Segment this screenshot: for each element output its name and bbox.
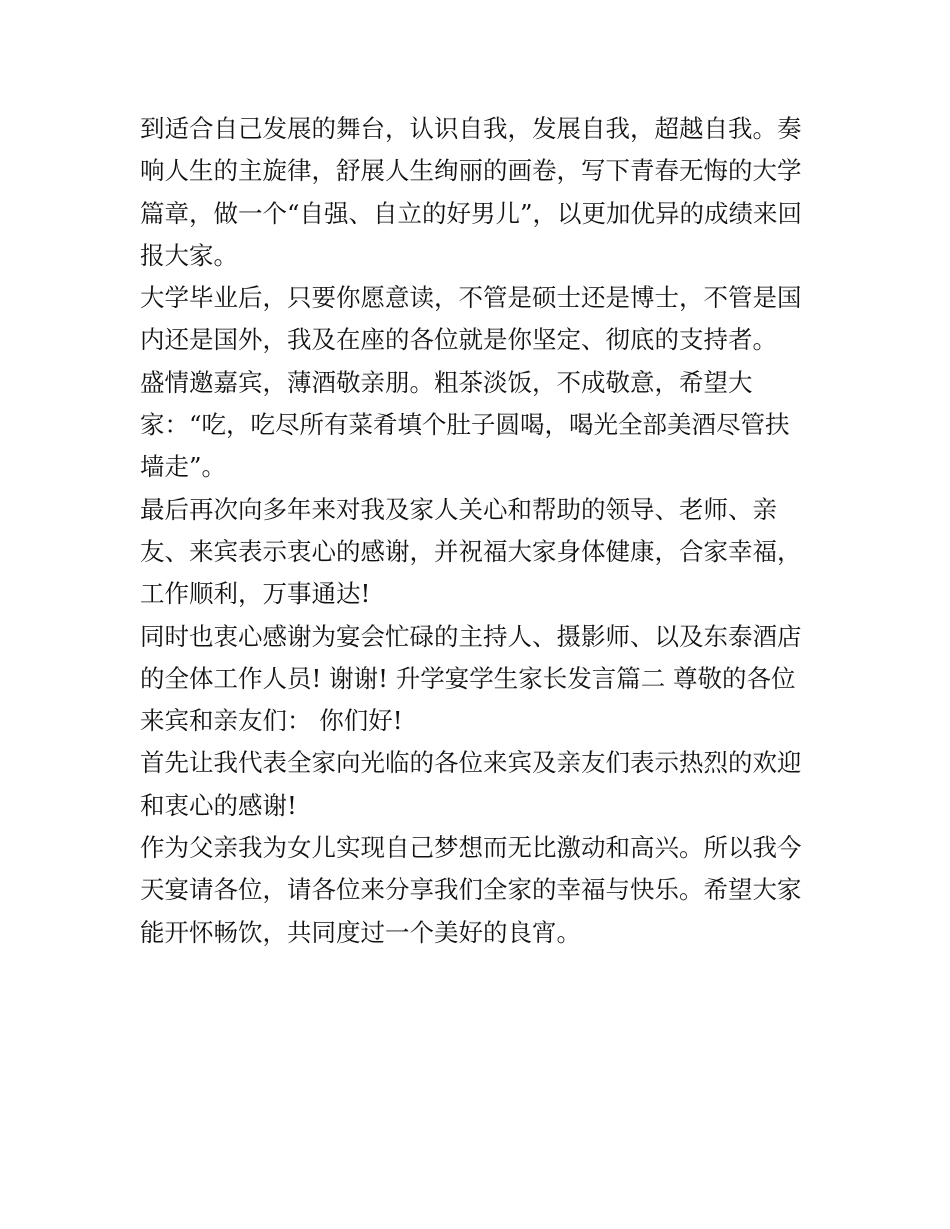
text-line: 大学毕业后，只要你愿意读，不管是硕士还是博士，不管是国: [140, 283, 802, 313]
text-line: 来宾和亲友们： 你们好!: [140, 706, 403, 736]
text-line: 能开怀畅饮，共同度过一个美好的良宵。: [140, 917, 581, 947]
text-line: 盛情邀嘉宾，薄酒敬亲朋。粗茶淡饭，不成敬意，希望大: [140, 367, 753, 397]
text-line: 响人生的主旋律，舒展人生绚丽的画卷，写下青春无悔的大学: [140, 156, 802, 186]
text-line: 天宴请各位，请各位来分享我们全家的幸福与快乐。希望大家: [140, 875, 802, 905]
document-body: [140, 108, 820, 954]
text-line: 内还是国外，我及在座的各位就是你坚定、彻底的支持者。: [140, 325, 777, 355]
text-line: 同时也衷心感谢为宴会忙碌的主持人、摄影师、以及东泰酒店: [140, 621, 802, 651]
text-line: 首先让我代表全家向光临的各位来宾及亲友们表示热烈的欢迎: [140, 748, 802, 778]
text-line: 和衷心的感谢!: [140, 790, 297, 820]
text-line: 报大家。: [140, 240, 238, 270]
text-line: 工作顺利，万事通达!: [140, 579, 371, 609]
text-line: 篇章，做一个“自强、自立的好男儿”，以更加优异的成绩来回: [140, 198, 803, 228]
text-line: 到适合自己发展的舞台，认识自我，发展自我，超越自我。奏: [140, 114, 802, 143]
text-line: 家：“吃，吃尽所有菜肴填个肚子圆喝，喝光全部美酒尽管扶: [140, 410, 790, 440]
text-line: 墙走”。: [140, 452, 227, 482]
text-line: 最后再次向多年来对我及家人关心和帮助的领导、老师、亲: [140, 494, 777, 524]
text-line: 的全体工作人员! 谢谢! 升学宴学生家长发言篇二 尊敬的各位: [140, 663, 796, 693]
text-line: 作为父亲我为女儿实现自己梦想而无比激动和高兴。所以我今: [140, 833, 802, 863]
text-line: 友、来宾表示衷心的感谢，并祝福大家身体健康，合家幸福，: [140, 536, 802, 566]
